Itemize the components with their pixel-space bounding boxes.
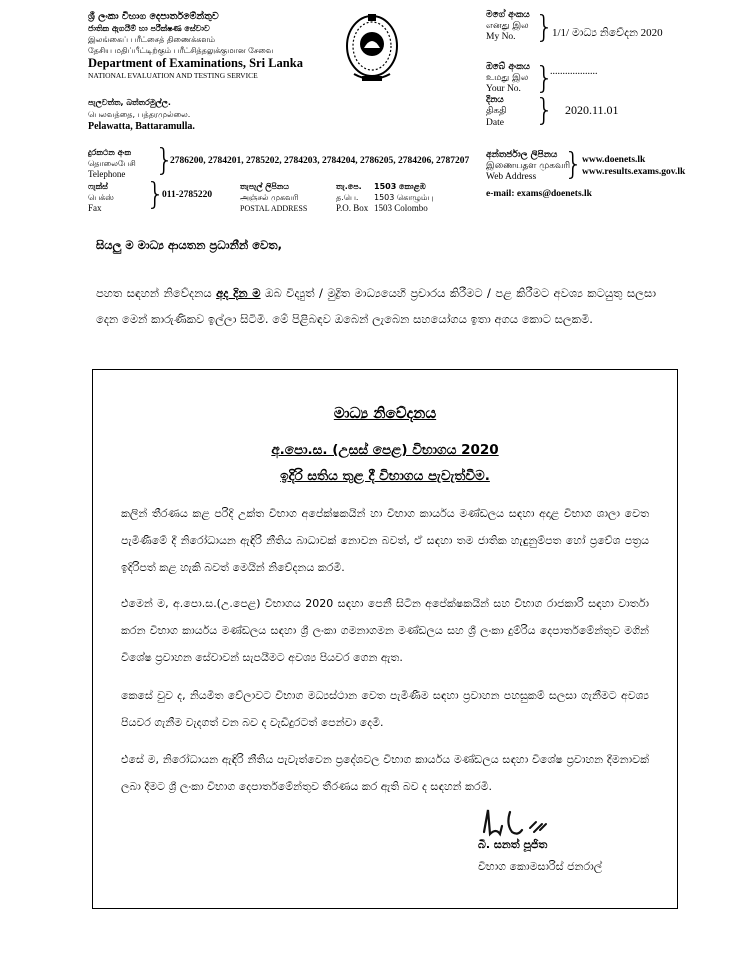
date-label-english: Date <box>486 118 504 128</box>
date-value: 2020.11.01 <box>565 103 619 117</box>
web-label-sinhala: අන්තර්ජාල ලිපිනය <box>486 150 558 160</box>
press-paragraph-3: කෙසේ වුව ද, නියමිත වේලාවට විභාග මධ්‍යස්ථාන වෙත පැමිණීම සඳහා ප්‍රවාහන පහසුකම් සලසා ගැනීමට අවශ්‍ය පියවර ගැනීම වැදගත් වන බව ද වැඩිදුරටත් පෙන්වා දෙමි. <box>121 689 649 729</box>
fax-label-sinhala: ෆැක්ස් <box>88 182 108 191</box>
web-label-tamil: இணையதள முகவரி <box>486 161 571 171</box>
your-no-label-english: Your No. <box>486 84 521 94</box>
intro-text-b: ඔබ විද්‍යුත් / මුද්‍රිත මාධ්‍යයෙහි ප්‍රචාරය කිරීමට / පළ කිරීමට අවශ්‍ය කටයුතු සලසා දෙන මෙන් කාරුණිකව ඉල්ලා සිටිමි. මේ පිළිබඳව ඔබෙන් ලැබෙන සහයෝගය ඉතා අගය කොට සලකමි. <box>96 286 656 326</box>
signer-name: බී. සනත් පූජිත <box>478 838 548 851</box>
address-english: Pelawatta, Battaramulla. <box>88 121 195 132</box>
web-brace: } <box>564 147 584 182</box>
date-brace: } <box>535 93 555 128</box>
date-label-sinhala: දිනය <box>486 95 504 105</box>
salutation: සියලු ම මාධ්‍ය ආයතන ප්‍රධානීන් වෙත, <box>96 238 283 252</box>
telephone-numbers: 2786200, 2784201, 2785202, 2784203, 2784204, 2786205, 2784206, 2787207 <box>170 156 470 166</box>
my-no-value: 1/1/ මාධ්‍ය නිවේදන 2020 <box>552 27 663 39</box>
web-label-english: Web Address <box>486 172 537 182</box>
pobox-label-tamil: த.பெ. <box>336 193 359 202</box>
my-no-label-tamil: எனது இல <box>486 21 529 31</box>
fax-brace: } <box>146 177 166 212</box>
postal-label-tamil: அஞ்சல் முகவரி <box>240 193 299 202</box>
service-name-tamil: தேசிய மதிப்பீட்டிற்கும் பரீட்சித்தலுக்குமான சேவை <box>88 46 274 55</box>
intro-text-a: පහත සඳහන් නිවේදනය <box>96 286 217 300</box>
fax-label-english: Fax <box>88 203 102 213</box>
postal-label-sinhala: තැපැල් ලිපිනය <box>240 182 290 191</box>
fax-number: 011-2785220 <box>162 190 213 200</box>
your-no-value: ................... <box>550 66 598 77</box>
your-no-label-sinhala: ඔබේ අංකය <box>486 62 530 72</box>
press-subtitle-1: අ.පො.ස. (උසස් පෙළ) විභාගය 2020 <box>271 442 499 458</box>
service-name-english: NATIONAL EVALUATION AND TESTING SERVICE <box>88 71 258 80</box>
postal-value-tamil: 1503 கொழும்பு <box>374 193 434 202</box>
press-subtitle-2: ඉදිරි සතිය තුළ දී විභාගය පැවැත්වීම. <box>280 468 490 484</box>
telephone-label-tamil: தொலைபேசி <box>88 159 136 168</box>
intro-emphasis: අද දින ම <box>216 286 261 300</box>
service-name-sinhala: ජාතික ඇගයීම් හා පරීක්ෂණ සේවාව <box>88 24 210 33</box>
sri-lanka-emblem <box>344 12 400 86</box>
signature-image <box>478 802 558 842</box>
press-release-box <box>92 369 678 909</box>
my-no-brace: } <box>535 10 555 45</box>
press-paragraph-4: එසේ ම, නිරෝධායන ඇඳිරි නීතිය පැවැත්වෙන ප්‍රදේශවල විභාග කාර්යය මණ්ඩලය සඳහා විශේෂ ප්‍රවාහන දීමනාවක් ලබා දීමට ශ්‍රී ලංකා විභාග දෙපාර්තමේන්තුව තීරණය කර ඇති බව ද සඳහන් කරමි. <box>121 753 649 793</box>
fax-label-tamil: பெக்ஸ் <box>88 193 114 202</box>
web-url-1[interactable]: www.doenets.lk <box>582 155 646 165</box>
signer-title: විභාග කොමසාරිස් ජනරාල් <box>478 860 603 873</box>
press-paragraph-2: එමෙන් ම, අ.පො.ස.(උ.පෙළ) විභාගය 2020 සඳහා පෙනී සිටින අපේක්ෂකයින් සහ විභාග රාජකාරි සඳහා වාර්තා කරන විභාග කාර්යය මණ්ඩලය සඳහා ශ්‍රී ලංකා ගමනාගමන මණ්ඩලය සහ ශ්‍රී ලංකා දුම්රිය දෙපාර්තමේන්තුව මගින් විශේෂ ප්‍රවාහන සේවාවන් සැපයීමට අවශ්‍ය පියවර ගෙන ඇත. <box>121 597 649 664</box>
telephone-brace: } <box>155 143 175 178</box>
dept-name-tamil: இலங்கைப் பரீட்சைத் திணைக்களம் <box>88 35 216 44</box>
my-no-label-english: My No. <box>486 32 516 42</box>
my-no-label-sinhala: මගේ අංකය <box>486 10 530 20</box>
address-tamil: பெலவத்தை, பத்தரமுல்லை. <box>88 110 191 119</box>
telephone-label-sinhala: දුරකථන අංක <box>88 148 132 157</box>
email-address[interactable]: e-mail: exams@doenets.lk <box>486 189 592 199</box>
dept-name-english: Department of Examinations, Sri Lanka <box>88 56 303 70</box>
dept-name-sinhala: ශ්‍රී ලංකා විභාග දෙපාර්තමේන්තුව <box>88 11 219 22</box>
date-label-tamil: திகதி <box>486 106 507 116</box>
postal-value-english: 1503 Colombo <box>374 203 428 213</box>
postal-value-sinhala: 1503 කොළඹ <box>374 182 426 191</box>
press-paragraph-1: කලින් තීරණය කළ පරිදි උක්ත විභාග අපේක්ෂකයින් හා විභාග කාර්යය මණ්ඩලය සඳහා අදාළ විභාග ශාලා වෙත පැමිණීමේ දී නිරෝධායන ඇඳිරි නීතිය බාධාවක් නොවන බවත්, ඒ සඳහා තම ජාතික හැඳුනුම්පත හෝ ප්‍රවේශ පත්‍රය ඉදිරිපත් කළ හැකි බවත් මෙයින් නිවේදනය කරමි. <box>121 507 649 574</box>
postal-label-english: POSTAL ADDRESS <box>240 204 308 213</box>
web-url-2[interactable]: www.results.exams.gov.lk <box>582 167 686 177</box>
your-no-label-tamil: உமது இல <box>486 73 529 83</box>
your-no-brace: } <box>535 61 555 96</box>
telephone-label-english: Telephone <box>88 169 126 179</box>
intro-paragraph <box>96 280 656 332</box>
press-title: මාධ්‍ය නිවේදනය <box>333 404 437 422</box>
address-sinhala: පැලවත්ත, බත්තරමුල්ල. <box>88 98 171 107</box>
pobox-label-sinhala: තැ.පෙ. <box>336 182 362 191</box>
pobox-label-english: P.O. Box <box>336 203 369 213</box>
